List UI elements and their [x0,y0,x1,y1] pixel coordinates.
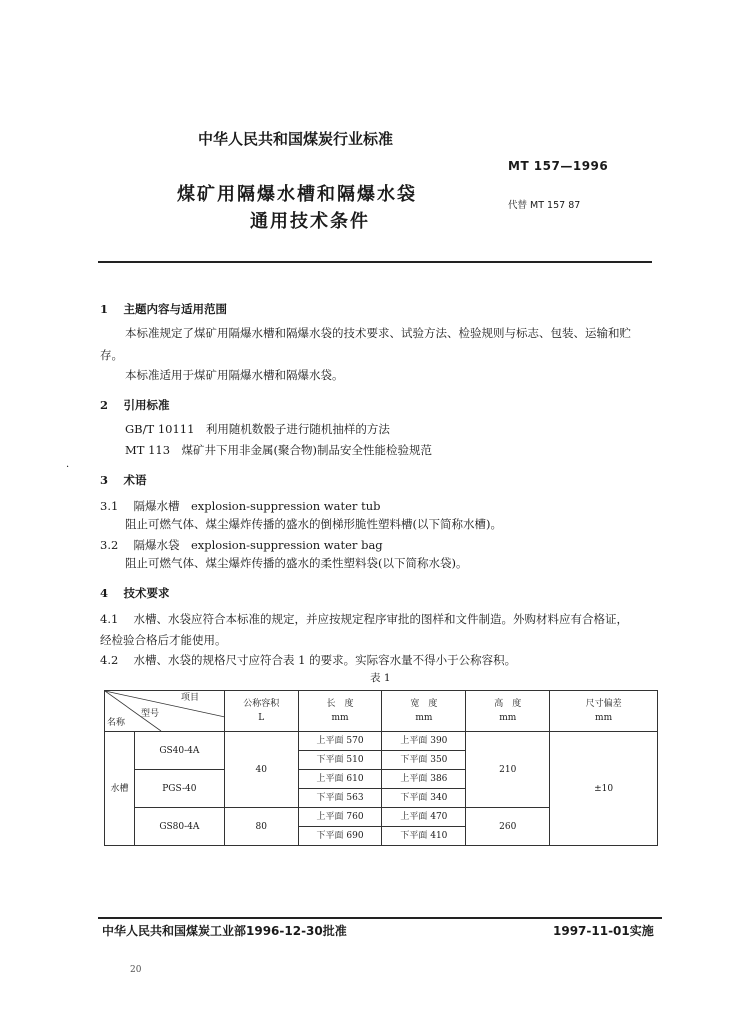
section-title: 技术要求 [123,586,170,600]
table-header-row [105,691,658,732]
model-cell: GS80-4A [134,808,224,846]
document-title-line1: 煤矿用隔爆水槽和隔爆水袋 [177,184,417,205]
term-name: 隔爆水槽 explosion-suppression water tub [133,499,381,513]
term-name: 隔爆水袋 explosion-suppression water bag [133,538,383,552]
width-top-cell: 上平面 470 [382,808,466,827]
capacity-cell: 40 [224,732,298,808]
width-bottom-cell: 下平面 340 [382,789,466,808]
document-title-line2: 通用技术条件 [250,211,370,232]
section-2-heading [100,397,170,413]
term-3-2 [100,537,383,553]
section-title: 术语 [123,473,147,487]
term-number: 3.2 [100,538,119,552]
clause-4-1 [100,611,628,627]
paragraph: 本标准规定了煤矿用隔爆水槽和隔爆水袋的技术要求、试验方法、检验规则与标志、包装、运输和贮 [125,326,631,340]
scan-speck: · [66,462,70,473]
section-number: 4 [100,586,109,600]
length-bottom-cell: 下平面 563 [298,789,382,808]
term-definition: 阻止可燃气体、煤尘爆炸传播的盛水的柔性塑料袋(以下简称水袋)。 [125,556,468,570]
header-name: 名称 [107,718,126,728]
clause-number: 4.1 [100,612,119,626]
height-cell: 260 [466,808,550,846]
length-bottom-cell: 下平面 690 [298,827,382,846]
model-cell: GS40-4A [134,732,224,770]
section-4-heading [100,585,170,601]
effective-date: 1997-11-01实施 [553,924,654,938]
section-title: 主题内容与适用范围 [123,302,228,316]
width-bottom-cell: 下平面 410 [382,827,466,846]
header-length: 长 度 mm [298,691,382,732]
term-definition: 阻止可燃气体、煤尘爆炸传播的盛水的倒梯形脆性塑料槽(以下简称水槽)。 [125,517,502,531]
header-height: 高 度 mm [466,691,550,732]
header-item: 项目 [181,693,200,703]
section-3-heading [100,472,147,488]
page-number: 20 [130,965,142,975]
term-3-1 [100,498,380,514]
table-row [105,732,658,751]
clause-text: 水槽、水袋应符合本标准的规定，并应按规定程序审批的图样和文件制造。外购材料应有合格证， [133,612,628,626]
header-capacity: 公称容积 L [224,691,298,732]
section-number: 3 [100,473,109,487]
reference-item: GB/T 10111 利用随机数骰子进行随机抽样的方法 [125,422,390,436]
replaces-standard: 代替 MT 157 87 [508,200,581,211]
length-bottom-cell: 下平面 510 [298,751,382,770]
capacity-cell: 80 [224,808,298,846]
section-number: 1 [100,302,109,316]
height-cell: 210 [466,732,550,808]
standard-number: MT 157—1996 [508,159,609,173]
width-bottom-cell: 下平面 350 [382,751,466,770]
spec-table [104,690,658,846]
length-top-cell: 上平面 760 [298,808,382,827]
header-tolerance: 尺寸偏差 mm [550,691,658,732]
clause-4-2 [100,652,516,668]
header-divider [98,261,652,263]
table-caption: 表 1 [370,672,391,684]
issuer-approval: 中华人民共和国煤炭工业部1996-12-30批准 [102,924,347,938]
diagonal-header-cell [105,691,225,732]
section-number: 2 [100,398,109,412]
paragraph: 本标准适用于煤矿用隔爆水槽和隔爆水袋。 [125,368,344,382]
width-top-cell: 上平面 390 [382,732,466,751]
section-1-heading [100,301,227,317]
footer-divider [98,917,662,919]
org-standard-title: 中华人民共和国煤炭行业标准 [198,130,394,148]
clause-number: 4.2 [100,653,119,667]
category-cell: 水槽 [105,732,135,846]
header-model: 型号 [141,709,160,719]
length-top-cell: 上平面 570 [298,732,382,751]
section-title: 引用标准 [123,398,170,412]
reference-item: MT 113 煤矿井下用非金属(聚合物)制品安全性能检验规范 [125,443,433,457]
header-width: 宽 度 mm [382,691,466,732]
model-cell: PGS-40 [134,770,224,808]
clause-continuation: 经检验合格后才能使用。 [100,633,227,647]
clause-text: 水槽、水袋的规格尺寸应符合表 1 的要求。实际容水量不得小于公称容积。 [133,653,517,667]
term-number: 3.1 [100,499,119,513]
length-top-cell: 上平面 610 [298,770,382,789]
paragraph: 存。 [100,348,123,362]
width-top-cell: 上平面 386 [382,770,466,789]
tolerance-cell: ±10 [550,732,658,846]
